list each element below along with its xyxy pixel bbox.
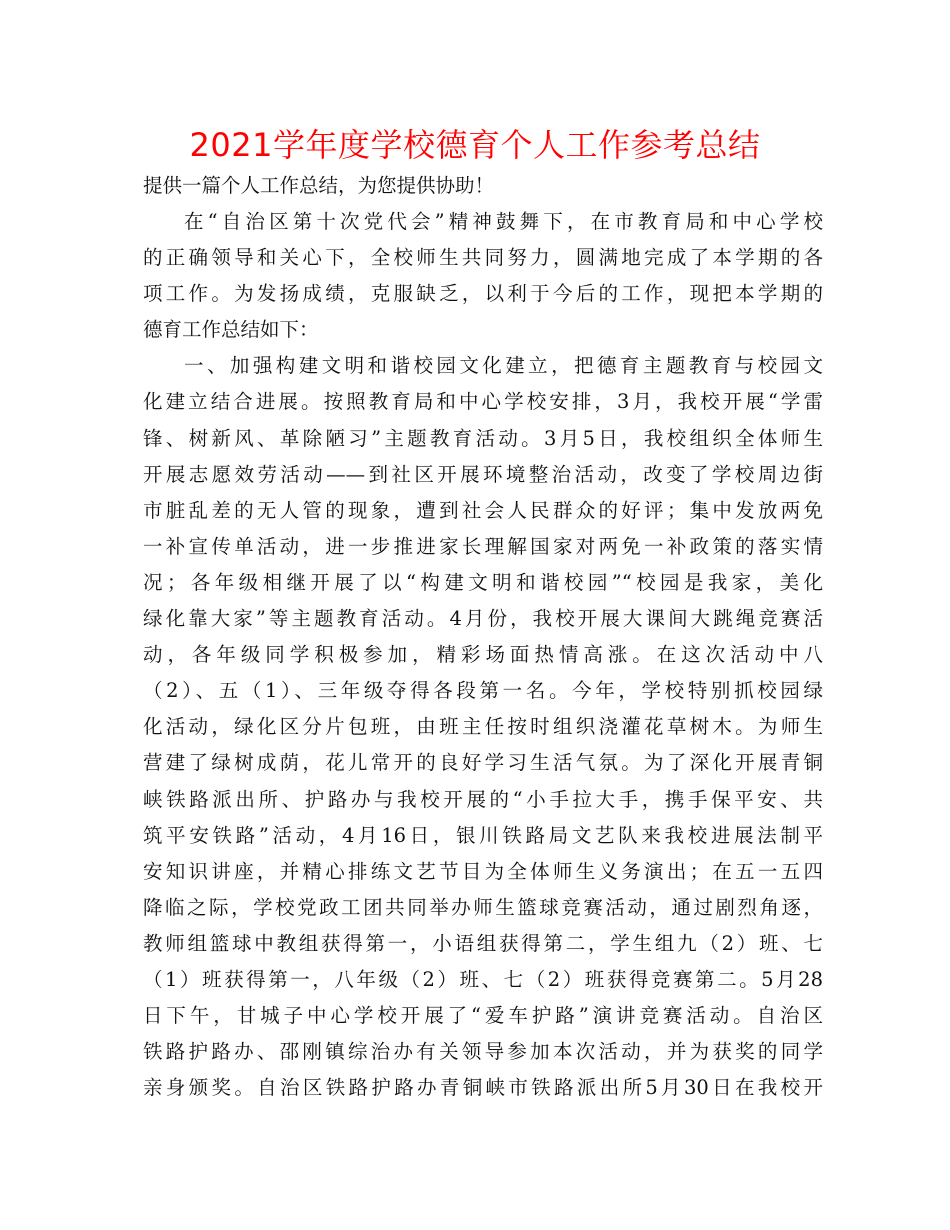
document-subtitle: 提供一篇个人工作总结，为您提供协助！ — [143, 174, 495, 197]
body-line: 筑平安铁路”活动，4月16日，银川铁路局文艺队来我校进展法制平 — [143, 823, 823, 847]
body-line: 营建了绿树成荫，花儿常开的良好学习生活气氛。为了深化开展青铜 — [143, 751, 823, 775]
body-line: 开展志愿效劳活动——到社区开展环境整治活动，改变了学校周边街 — [143, 462, 823, 486]
body-line: 化活动，绿化区分片包班，由班主任按时组织浇灌花草树木。为师生 — [143, 715, 823, 739]
document-body — [143, 204, 823, 1106]
body-line: 一补宣传单活动，进一步推进家长理解国家对两免一补政策的落实情 — [143, 534, 823, 558]
body-line: 峡铁路派出所、护路办与我校开展的“小手拉大手，携手保平安、共 — [143, 787, 823, 811]
document-title: 2021学年度学校德育个人工作参考总结 — [189, 126, 761, 164]
body-line: 的正确领导和关心下，全校师生共同努力，圆满地完成了本学期的各 — [143, 246, 823, 270]
body-line: 市脏乱差的无人管的现象，遭到社会人民群众的好评；集中发放两免 — [143, 498, 823, 522]
body-line: 日下午，甘城子中心学校开展了“爱车护路”演讲竞赛活动。自治区 — [143, 1004, 823, 1028]
body-line: 动，各年级同学积极参加，精彩场面热情高涨。在这次活动中八 — [143, 643, 823, 667]
body-line: 化建立结合进展。按照教育局和中心学校安排，3月，我校开展“学雷 — [143, 390, 823, 414]
body-line: （2）、五（1）、三年级夺得各段第一名。今年，学校特别抓校园绿 — [143, 679, 823, 703]
body-line: 项工作。为发扬成绩，克服缺乏，以利于今后的工作，现把本学期的 — [143, 282, 823, 306]
body-line: （1）班获得第一，八年级（2）班、七（2）班获得竞赛第二。5月28 — [143, 967, 823, 991]
body-line: 在“自治区第十次党代会”精神鼓舞下，在市教育局和中心学校 — [184, 210, 823, 233]
body-line: 德育工作总结如下： — [143, 318, 319, 342]
body-line: 绿化靠大家”等主题教育活动。4月份，我校开展大课间大跳绳竞赛活 — [143, 607, 823, 631]
body-line: 一、加强构建文明和谐校园文化建立，把德育主题教育与校园文 — [184, 354, 823, 378]
body-line: 教师组篮球中教组获得第一，小语组获得第二，学生组九（2）班、七 — [143, 931, 823, 955]
body-line: 安知识讲座，并精心排练文艺节目为全体师生义务演出；在五一五四 — [143, 859, 823, 883]
body-line: 锋、树新风、革除陋习”主题教育活动。3月5日，我校组织全体师生 — [143, 426, 823, 450]
body-line: 况；各年级相继开展了以“构建文明和谐校园”“校园是我家，美化 — [143, 570, 823, 594]
body-line: 亲身颁奖。自治区铁路护路办青铜峡市铁路派出所5月30日在我校开 — [143, 1076, 823, 1100]
body-line: 铁路护路办、邵刚镇综治办有关领导参加本次活动，并为获奖的同学 — [143, 1040, 823, 1064]
body-line: 降临之际，学校党政工团共同举办师生篮球竞赛活动，通过剧烈角逐， — [143, 895, 823, 919]
